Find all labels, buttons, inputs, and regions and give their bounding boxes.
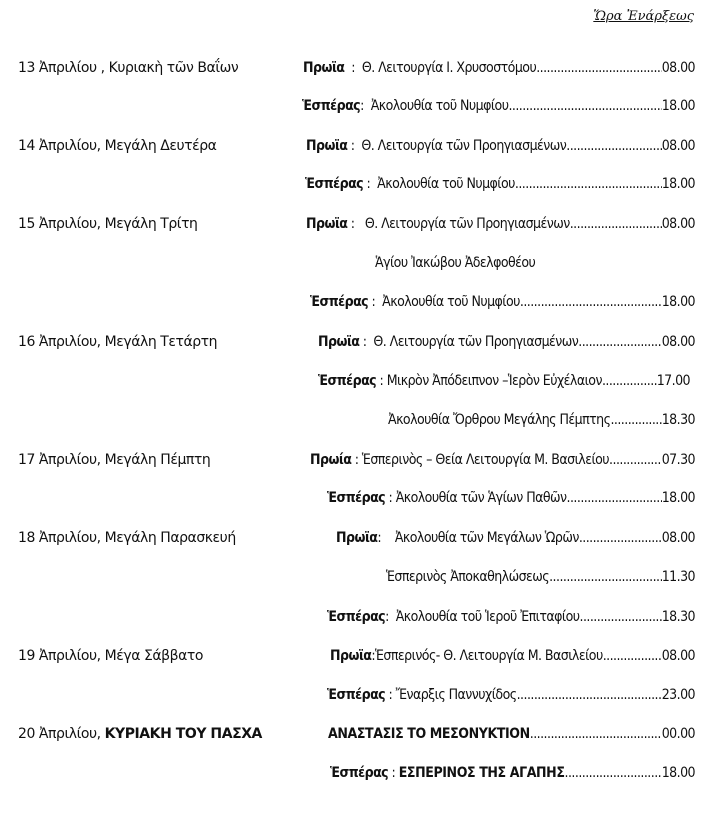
service-morning	[318, 334, 695, 350]
dot-leader	[536, 60, 662, 76]
service-description: Ἔναρξις Παννυχίδος	[395, 687, 517, 703]
service-evening	[327, 609, 695, 625]
service-morning	[306, 216, 695, 232]
service-time: 00.00	[661, 726, 695, 742]
service-label: Πρωϊα	[303, 60, 345, 76]
service-time: 18.00	[661, 176, 695, 192]
service-continuation	[388, 412, 695, 428]
service-separator: :	[388, 765, 399, 781]
service-description: ΕΣΠΕΡΙΝΟΣ ΤΗΣ ΑΓΑΠΗΣ	[398, 765, 565, 781]
service-separator: :	[360, 98, 371, 114]
day-date: 15 Ἀπριλίου, Μεγάλη Τρίτη	[18, 216, 198, 232]
service-label: Πρωϊα	[306, 216, 348, 232]
service-time: 08.00	[661, 530, 695, 546]
service-morning	[306, 138, 695, 154]
dot-leader	[567, 490, 662, 506]
schedule-row	[0, 609, 716, 631]
service-evening	[305, 176, 695, 192]
schedule-row	[0, 138, 716, 160]
service-continuation: Ἁγίου Ἰακώβου Ἀδελφοθέου	[375, 255, 536, 271]
service-separator: :	[376, 373, 387, 389]
schedule-row	[0, 176, 716, 198]
service-description: Ἀκολουθία τῶν Ἁγίων Παθῶν	[395, 490, 567, 506]
schedule-row	[0, 60, 716, 82]
service-label: Πρωϊα	[318, 334, 360, 350]
service-time: 08.00	[661, 648, 695, 664]
service-label: Ἑσπέρας	[327, 609, 386, 625]
schedule-row	[0, 452, 716, 474]
service-morning	[303, 60, 695, 76]
service-separator: :	[347, 138, 362, 154]
service-label: Πρωϊα	[330, 648, 372, 664]
service-description: Ἀκολουθία τοῦ Νυμφίου	[377, 176, 515, 192]
dot-leader	[602, 373, 657, 389]
service-label: Πρωϊα	[336, 530, 378, 546]
schedule-row	[0, 255, 716, 277]
dot-leader	[549, 569, 662, 585]
dot-leader	[570, 216, 662, 232]
service-time: 11.30	[661, 569, 695, 585]
service-evening	[318, 373, 690, 389]
service-continuation	[386, 569, 695, 585]
service-description: Θ. Λειτουργία τῶν Προηγιασμένων	[364, 216, 570, 232]
service-label: Πρωϊα	[306, 138, 348, 154]
service-evening	[330, 765, 695, 781]
service-time: 18.00	[661, 765, 695, 781]
service-separator: :	[371, 648, 376, 664]
service-time: 18.00	[661, 294, 695, 310]
service-label: Πρωία	[310, 452, 352, 468]
service-time: 08.00	[661, 216, 695, 232]
service-description: Ἀκολουθία Ὄρθρου Μεγάλης Πέμπτης	[388, 412, 611, 428]
dot-leader	[603, 648, 662, 664]
schedule-row	[0, 216, 716, 238]
service-time: 18.30	[661, 412, 695, 428]
service-label: Ἑσπέρας	[330, 765, 389, 781]
service-time: 18.00	[661, 98, 695, 114]
service-separator: :	[363, 176, 378, 192]
service-description: Ἀκολουθία τῶν Μεγάλων Ὡρῶν	[394, 530, 579, 546]
service-description: Ἀκολουθία τοῦ Νυμφίου	[370, 98, 509, 114]
service-label: Ἑσπέρας	[302, 98, 361, 114]
service-label: Ἑσπέρας	[305, 176, 364, 192]
day-date: 18 Ἀπριλίου, Μεγάλη Παρασκευή	[18, 530, 236, 546]
day-date: 14 Ἀπριλίου, Μεγάλη Δευτέρα	[18, 138, 217, 154]
dot-leader	[610, 412, 661, 428]
service-label: Ἑσπέρας	[327, 687, 386, 703]
schedule-row	[0, 412, 716, 434]
service-time: 08.00	[661, 334, 695, 350]
service-description: ΑΝΑΣΤΑΣΙΣ ΤΟ ΜΕΣΟΝΥΚΤΙΟΝ	[328, 726, 530, 742]
service-description: Ἀκολουθία τοῦ Νυμφίου	[382, 294, 520, 310]
service-time: 08.00	[661, 138, 695, 154]
service-description: Ἑσπερινὸς Ἀποκαθηλώσεως	[386, 569, 550, 585]
schedule-row	[0, 334, 716, 356]
dot-leader	[530, 726, 662, 742]
service-description: Ἑσπερινὸς – Θεία Λειτουργία Μ. Βασιλείου	[361, 452, 610, 468]
day-date-highlight: ΚΥΡΙΑΚΗ ΤΟΥ ΠΑΣΧΑ	[104, 726, 262, 742]
service-separator: :	[359, 334, 374, 350]
dot-leader	[515, 176, 662, 192]
dot-leader	[609, 452, 662, 468]
service-description: Ἑσπερινός- Θ. Λειτουργία Μ. Βασιλείου	[375, 648, 603, 664]
start-time-header: Ὥρα Ἐνάρξεως	[593, 9, 694, 24]
service-separator: :	[344, 60, 362, 76]
service-midnight	[328, 726, 695, 742]
dot-leader	[517, 687, 662, 703]
day-date: 16 Ἀπριλίου, Μεγάλη Τετάρτη	[18, 334, 218, 350]
service-morning	[336, 530, 695, 546]
dot-leader	[578, 334, 661, 350]
service-time: 18.00	[661, 490, 695, 506]
schedule-row	[0, 490, 716, 512]
day-date: 13 Ἀπριλίου , Κυριακὴ τῶν Βαΐων	[18, 60, 239, 76]
service-morning	[310, 452, 695, 468]
dot-leader	[508, 98, 661, 114]
schedule-row	[0, 648, 716, 670]
service-separator: :	[368, 294, 383, 310]
day-date: 17 Ἀπριλίου, Μεγάλη Πέμπτη	[18, 452, 211, 468]
service-description: Ἀκολουθία τοῦ Ἱεροῦ Ἐπιταφίου	[395, 609, 580, 625]
schedule-row	[0, 687, 716, 709]
schedule-row	[0, 765, 716, 787]
dot-leader	[565, 765, 662, 781]
service-label: Ἑσπέρας	[310, 294, 369, 310]
service-evening	[327, 490, 695, 506]
service-separator: :	[385, 687, 396, 703]
day-date-prefix: 20 Ἀπριλίου,	[18, 726, 105, 742]
dot-leader	[566, 138, 661, 154]
service-evening	[327, 687, 695, 703]
service-description: Θ. Λειτουργία Ι. Χρυσοστόμου	[361, 60, 537, 76]
schedule-row	[0, 98, 716, 120]
service-label: Ἑσπέρας	[327, 490, 386, 506]
service-time: 23.00	[661, 687, 695, 703]
schedule-row	[0, 373, 716, 395]
schedule-row	[0, 726, 716, 748]
schedule-row	[0, 530, 716, 552]
service-time: 18.30	[661, 609, 695, 625]
service-description: Θ. Λειτουργία τῶν Προηγιασμένων	[373, 334, 579, 350]
service-separator: :	[385, 490, 396, 506]
service-separator: :	[377, 530, 395, 546]
day-date: 19 Ἀπριλίου, Μέγα Σάββατο	[18, 648, 204, 664]
schedule-row	[0, 294, 716, 316]
service-description: Θ. Λειτουργία τῶν Προηγιασμένων	[361, 138, 567, 154]
service-time: 08.00	[661, 60, 695, 76]
service-time: 07.30	[661, 452, 695, 468]
service-description: Μικρὸν Ἀπόδειπνον –Ἱερὸν Εὐχέλαιον	[386, 373, 602, 389]
day-date	[18, 726, 262, 742]
service-separator: :	[385, 609, 396, 625]
service-evening	[302, 98, 695, 114]
service-label: Ἑσπέρας	[318, 373, 377, 389]
service-evening	[310, 294, 695, 310]
service-time: 17.00	[656, 373, 690, 389]
schedule-row	[0, 569, 716, 591]
service-separator: :	[347, 216, 365, 232]
dot-leader	[520, 294, 662, 310]
dot-leader	[580, 609, 662, 625]
dot-leader	[579, 530, 662, 546]
service-separator: :	[351, 452, 362, 468]
service-morning	[330, 648, 695, 664]
